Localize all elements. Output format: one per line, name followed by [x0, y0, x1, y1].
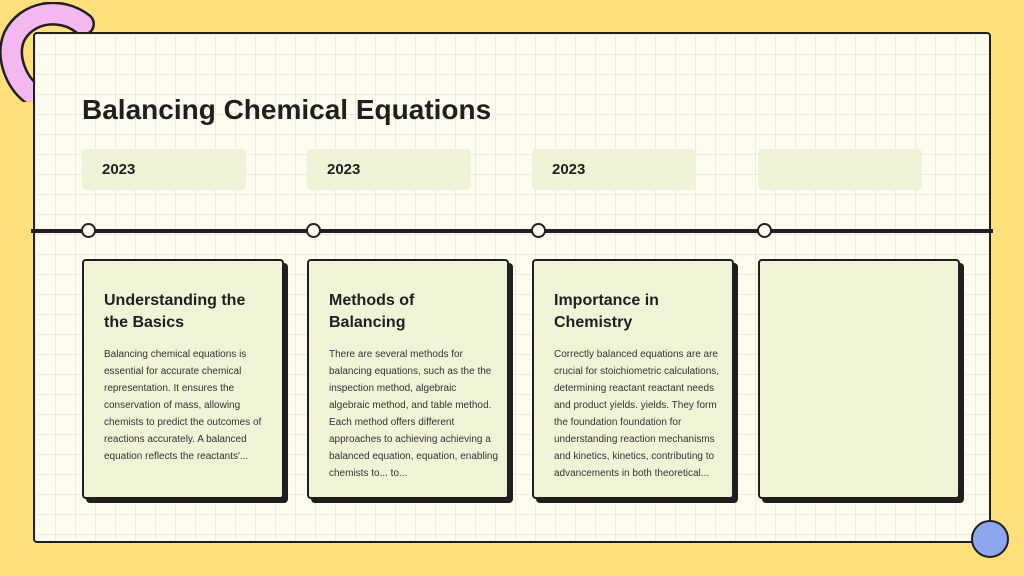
page-title: Balancing Chemical Equations	[82, 94, 492, 125]
timeline-card-3	[532, 259, 734, 499]
card-title: Methods of Balancing	[329, 292, 415, 331]
timeline-card-1	[82, 259, 284, 499]
year-pill-4	[758, 149, 922, 190]
year-pill-2: 2023	[307, 149, 471, 190]
timeline-card-2	[307, 259, 509, 499]
timeline-card-4	[758, 259, 960, 499]
year-pill-1: 2023	[82, 149, 246, 190]
card-title: Understanding the the Basics	[104, 292, 246, 331]
timeline-node-1	[81, 223, 96, 238]
card-body: Correctly balanced equations are are crucial for stoichiometric calculations, determining reactant reactant needs and product yields. yields. They form the foundation foundation for understanding reaction mechanisms and kinetics, kinetics, contributing to advancements in both theoretical...	[554, 349, 720, 479]
card-body: There are several methods for balancing equations, such as the the inspection method, algebraic algebraic method, and table method. Each method offers different approaches to achieving achieving a balanced equation, equation, enabling chemists to... to...	[329, 349, 499, 479]
card-body: Balancing chemical equations is essential for accurate chemical representation. It ensures the conservation of mass, allowing chemists to predict the outcomes of reactions accurately. A balanced equation reflects the reactants'...	[104, 349, 262, 462]
year-pill-3: 2023	[532, 149, 696, 190]
blue-dot-decoration	[971, 520, 1009, 558]
card-title: Importance in Chemistry	[554, 292, 659, 331]
timeline-node-3	[531, 223, 546, 238]
timeline-node-2	[306, 223, 321, 238]
timeline-node-4	[757, 223, 772, 238]
timeline-line	[31, 229, 993, 233]
